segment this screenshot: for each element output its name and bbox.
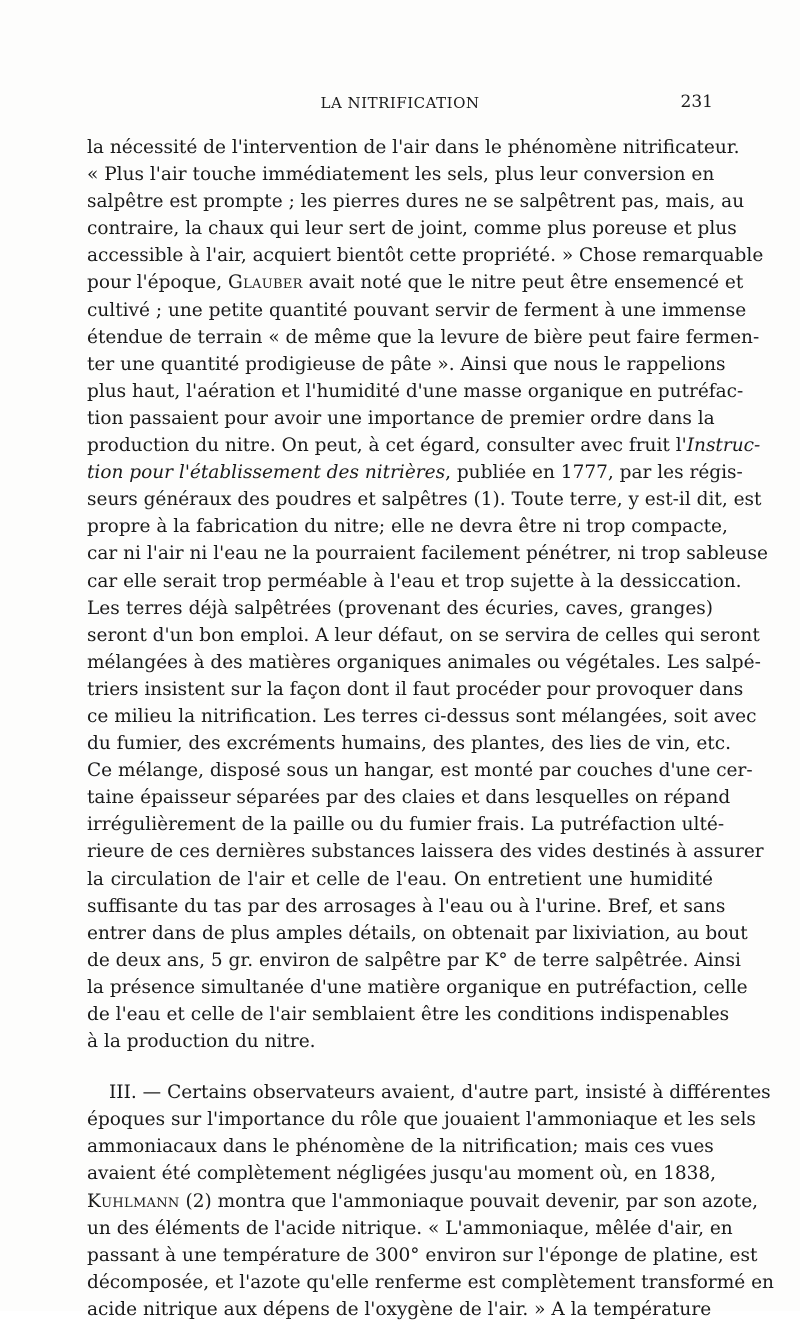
paragraph-2 [87, 1079, 774, 1323]
text-line: rieure de ces dernières substances laissera des vides destinés à assurer [87, 841, 764, 863]
text-line: époques sur l'importance du rôle que jouaient l'ammoniaque et les sels [87, 1109, 756, 1131]
text-line: cultivé ; une petite quantité pouvant servir de ferment à une immense [87, 299, 747, 321]
italic-title: tion pour l'établissement des nitrières [87, 462, 446, 484]
text-line: III. — Certains observateurs avaient, d'autre part, insisté à différentes [109, 1082, 771, 1104]
text-line: car elle serait trop perméable à l'eau et trop sujette à la dessiccation. [87, 570, 742, 592]
text-line: accessible à l'air, acquiert bientôt cette propriété. » Chose remarquable [87, 245, 764, 267]
text-line: seront d'un bon emploi. A leur défaut, on se servira de celles qui seront [87, 624, 760, 646]
page-number: 231 [680, 92, 713, 112]
text-line [87, 1188, 759, 1215]
text-line: propre à la fabrication du nitre; elle ne devra être ni trop compacte, [87, 516, 728, 538]
text-line: entrer dans de plus amples détails, on obtenait par lixiviation, au bout [87, 922, 748, 944]
text-line: ce milieu la nitrification. Les terres ci-dessus sont mélangées, soit avec [87, 705, 757, 727]
text-line: triers insistent sur la façon dont il faut procéder pour provoquer dans [87, 678, 744, 700]
text-line: étendue de terrain « de même que la levure de bière peut faire fermen- [87, 326, 760, 348]
text-line: Les terres déjà salpêtrées (provenant des écuries, caves, granges) [87, 597, 713, 619]
text-line: la présence simultanée d'une matière organique en putréfaction, celle [87, 976, 748, 998]
text-line: ammoniacaux dans le phénomène de la nitrification; mais ces vues [87, 1136, 714, 1158]
text-line: taine épaisseur séparées par des claies et dans lesquelles on répand [87, 787, 731, 809]
text-line: Ce mélange, disposé sous un hangar, est monté par couches d'une cer- [87, 760, 753, 782]
text-line: un des éléments de l'acide nitrique. « L'ammoniaque, mêlée d'air, en [87, 1217, 733, 1239]
text-line: la nécessité de l'intervention de l'air dans le phénomène nitrificateur. [87, 137, 740, 158]
text-line: suffisante du tas par des arrosages à l'eau ou à l'urine. Bref, et sans [87, 895, 726, 917]
text-line: salpêtre est prompte ; les pierres dures ne se salpêtrent pas, mais, au [87, 191, 745, 213]
text-line: seurs généraux des poudres et salpêtres (1). Toute terre, y est-il dit, est [87, 489, 762, 511]
text-line: de deux ans, 5 gr. environ de salpêtre par K° de terre salpêtrée. Ainsi [87, 949, 741, 971]
text-line: ter une quantité prodigieuse de pâte ». Ainsi que nous le rappelions [87, 353, 726, 375]
body-text [87, 134, 774, 1323]
text-line: irrégulièrement de la paille ou du fumier frais. La putréfaction ulté- [87, 814, 725, 836]
paragraph-gap [87, 1055, 713, 1079]
page-header [87, 92, 713, 116]
text-line: de l'eau et celle de l'air semblaient être les conditions indispenables [87, 1004, 730, 1025]
paragraph-1 [87, 134, 768, 1055]
text-line: la circulation de l'air et celle de l'eau. On entretient une humidité [87, 868, 713, 890]
text-line: contraire, la chaux qui leur sert de joint, comme plus poreuse et plus [87, 218, 737, 240]
text-line: décomposée, et l'azote qu'elle renferme est complètement transformé en [87, 1271, 774, 1293]
text-line: plus haut, l'aération et l'humidité d'une masse organique en putréfac- [87, 380, 744, 402]
text-line: mélangées à des matières organiques animales ou végétales. Les salpé- [87, 651, 761, 673]
text-segment: production du nitre. On peut, à cet égard, consulter avec fruit l' [87, 435, 687, 457]
running-title: LA NITRIFICATION [320, 94, 480, 112]
text-line: à la production du nitre. [87, 1031, 316, 1053]
author-name: Kuhlmann [87, 1190, 180, 1212]
text-line: car ni l'air ni l'eau ne la pourraient facilement pénétrer, ni trop sableuse [87, 543, 768, 565]
text-line: passant à une température de 300° environ sur l'éponge de platine, est [87, 1244, 758, 1266]
text-line [87, 269, 744, 296]
author-name: Glauber [228, 272, 303, 294]
text-line [87, 459, 743, 486]
text-line: tion passaient pour avoir une importance de premier ordre dans la [87, 407, 715, 429]
text-line [87, 432, 761, 459]
text-segment: (2) montra que l'ammoniaque pouvait devenir, par son azote, [179, 1190, 759, 1212]
text-segment: avait noté que le nitre peut être ensemencé et [302, 272, 744, 294]
text-line: acide nitrique aux dépens de l'oxygène de l'air. » A la température [87, 1298, 712, 1320]
text-line: du fumier, des excréments humains, des plantes, des lies de vin, etc. [87, 733, 731, 755]
text-line: « Plus l'air touche immédiatement les sels, plus leur conversion en [87, 164, 715, 186]
italic-title: Instruc- [686, 435, 761, 457]
text-segment: , publiée en 1777, par les régis- [445, 462, 743, 484]
text-segment: pour l'époque, [87, 272, 229, 294]
text-line: avaient été complètement négligées jusqu'au moment où, en 1838, [87, 1163, 717, 1185]
